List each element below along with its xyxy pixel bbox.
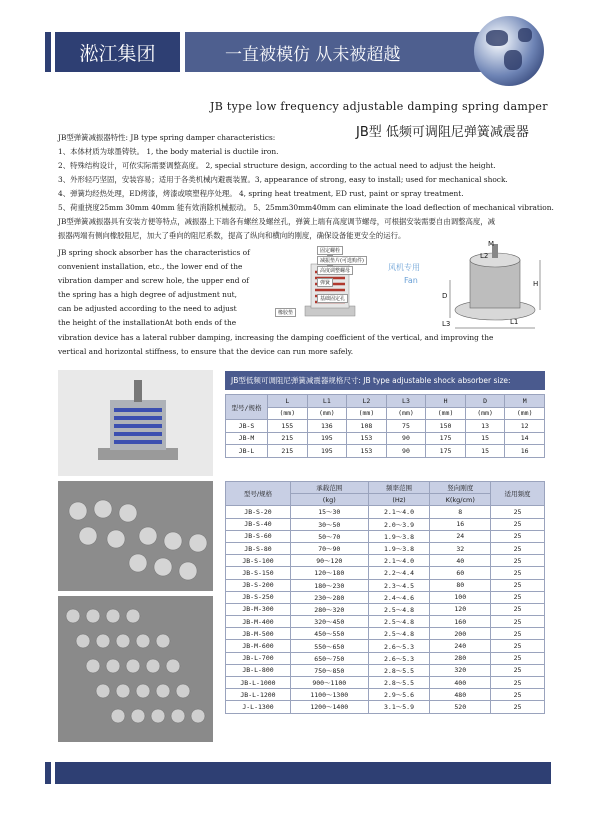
table-cell: JB-S-150 <box>226 567 291 579</box>
table-cell: 25 <box>491 518 545 530</box>
table-cell: 2.0～3.9 <box>368 518 430 530</box>
desc-line: 3、外形轻巧坚固，安装容易；适用于各类机械内避震装置。3, appearance of strong, easy to install; used for mechanical shock. <box>58 175 508 184</box>
page-title-en: JB type low frequency adjustable damping spring damper <box>210 100 548 113</box>
table-cell: JB-M-500 <box>226 628 291 640</box>
table-cell: 70～90 <box>291 542 369 554</box>
table-cell: JB-M-600 <box>226 640 291 652</box>
table-row <box>226 677 545 689</box>
table-cell: 32 <box>430 542 491 554</box>
table-cell: 25 <box>491 591 545 603</box>
callout-label: 固定螺栓 <box>317 246 343 255</box>
table-cell: 14 <box>505 432 545 445</box>
table-cell: 25 <box>491 542 545 554</box>
table-cell: 2.1～4.0 <box>368 555 430 567</box>
callout-label: 减振垫片(可选购件) <box>317 256 367 265</box>
table-cell: 100 <box>430 591 491 603</box>
table-cell: 25 <box>491 689 545 701</box>
table-row <box>226 579 545 591</box>
table-header-cell: L <box>268 395 308 408</box>
desc-line: 5、荷重挠度25mm 30mm 40mm 能有效消除机械振动。 5、25mm30mm40mm can eliminate the load deflection of mechanical vibration. <box>58 203 554 212</box>
table-cell: 3.1～5.9 <box>368 701 430 713</box>
table-cell: 50～70 <box>291 530 369 542</box>
table-unit-cell: (mm) <box>505 407 545 420</box>
table-header-row <box>226 395 545 408</box>
table-cell: 12 <box>505 420 545 433</box>
table-cell: 25 <box>491 579 545 591</box>
table-cell: 16 <box>505 445 545 458</box>
table-unit-cell: (mm) <box>268 407 308 420</box>
table-row <box>226 432 545 445</box>
table-cell: JB-L <box>226 445 268 458</box>
table-cell: 25 <box>491 616 545 628</box>
table-unit-cell: (Hz) <box>368 494 430 506</box>
table-header-cell: 适用频度 <box>491 482 545 506</box>
table-cell: JB-S-40 <box>226 518 291 530</box>
globe-icon <box>474 16 544 86</box>
load-table <box>225 481 545 714</box>
table-cell: JB-S-200 <box>226 579 291 591</box>
table-cell: 450～550 <box>291 628 369 640</box>
desc-en-line: JB spring shock absorber has the characteristics of <box>58 248 250 257</box>
table-cell: 900～1100 <box>291 677 369 689</box>
desc-en-line: can be adjusted according to the need to adjust <box>58 304 237 313</box>
table-cell: 2.2～4.4 <box>368 567 430 579</box>
table-cell: 180～230 <box>291 579 369 591</box>
table-cell: JB-S <box>226 420 268 433</box>
table-cell: 25 <box>491 603 545 615</box>
page-title-cn: JB型 低频可调阻尼弹簧减震器 <box>356 125 529 140</box>
table-cell: 195 <box>307 432 347 445</box>
table-cell: 195 <box>307 445 347 458</box>
table-header-cell: L3 <box>386 395 426 408</box>
table-unit-cell: (kg) <box>291 494 369 506</box>
table-cell: 15 <box>465 445 505 458</box>
table-unit-row <box>226 407 545 420</box>
table-cell: 2.9～5.6 <box>368 689 430 701</box>
table-row <box>226 420 545 433</box>
table-cell: 120～180 <box>291 567 369 579</box>
table-cell: 24 <box>430 530 491 542</box>
table-cell: 25 <box>491 652 545 664</box>
dim-label: H <box>533 280 539 288</box>
table-cell: 280～320 <box>291 603 369 615</box>
table-cell: JB-S-250 <box>226 591 291 603</box>
table-cell: 175 <box>426 445 466 458</box>
callout-label: 橡胶垫 <box>275 308 296 317</box>
table-cell: 480 <box>430 689 491 701</box>
dimension-drawing <box>440 240 545 332</box>
table-cell: 75 <box>386 420 426 433</box>
table-cell: 400 <box>430 677 491 689</box>
warehouse-photo <box>58 596 213 742</box>
table-cell: 30～50 <box>291 518 369 530</box>
table-cell: 25 <box>491 701 545 713</box>
table-header-cell: D <box>465 395 505 408</box>
table-row <box>226 652 545 664</box>
table-row <box>226 628 545 640</box>
table-cell: 108 <box>347 420 387 433</box>
desc-en-line: the spring has a high degree of adjustment nut, <box>58 290 237 299</box>
table-row <box>226 567 545 579</box>
table-row <box>226 664 545 676</box>
table-cell: 2.5～4.8 <box>368 616 430 628</box>
desc-en-line: convenient installation, etc., the lower end of the <box>58 262 243 271</box>
table-cell: JB-L-700 <box>226 652 291 664</box>
table-row <box>226 640 545 652</box>
table-cell: 240 <box>430 640 491 652</box>
table-cell: 8 <box>430 506 491 518</box>
table-cell: 136 <box>307 420 347 433</box>
table-cell: 25 <box>491 555 545 567</box>
desc-line: JB型弹簧减振器具有安装方便等特点，减振器上下端各有螺丝及螺丝孔，弹簧上端有高度调节螺母，可根据安装需要自由调整高度，减 <box>58 217 496 226</box>
table-header-cell: 承载范围 <box>291 482 369 494</box>
table-cell: 320 <box>430 664 491 676</box>
table-cell: 2.8～5.5 <box>368 664 430 676</box>
table-cell: 2.4～4.6 <box>368 591 430 603</box>
table-cell: 90～120 <box>291 555 369 567</box>
table-cell: 16 <box>430 518 491 530</box>
table-cell: 230～280 <box>291 591 369 603</box>
desc-en-line: vibration damper and screw hole, the upper end of <box>58 276 249 285</box>
table-cell: 25 <box>491 640 545 652</box>
dim-label: D <box>442 292 448 300</box>
table-unit-cell: (mm) <box>386 407 426 420</box>
table-cell: 2.5～4.8 <box>368 628 430 640</box>
company-name: 淞江集团 <box>79 42 156 65</box>
cutaway-diagram <box>275 244 385 328</box>
table-cell: 1.9～3.8 <box>368 530 430 542</box>
table-cell: 2.5～4.8 <box>368 603 430 615</box>
table-row <box>226 518 545 530</box>
callout-label: 高度调整螺母 <box>317 266 353 275</box>
table-row <box>226 542 545 554</box>
table-cell: JB-S-80 <box>226 542 291 554</box>
table-cell: 1200～1400 <box>291 701 369 713</box>
table-cell: JB-M-400 <box>226 616 291 628</box>
table-cell: 15～30 <box>291 506 369 518</box>
table-cell: 153 <box>347 445 387 458</box>
table-cell: 280 <box>430 652 491 664</box>
table-row <box>226 616 545 628</box>
table-cell: 120 <box>430 603 491 615</box>
table-cell: 153 <box>347 432 387 445</box>
table-cell: 90 <box>386 432 426 445</box>
table-header-cell: 型号/规格 <box>226 482 291 506</box>
footer-accent <box>45 762 51 784</box>
table-cell: 1.9～3.8 <box>368 542 430 554</box>
table-header-cell: H <box>426 395 466 408</box>
desc-en-line: the height of the installationAt both ends of the <box>58 318 237 327</box>
product-photo <box>58 370 213 476</box>
table-cell: 40 <box>430 555 491 567</box>
table-row <box>226 506 545 518</box>
table-cell: 2.1～4.0 <box>368 506 430 518</box>
table-header-cell: 频率范围 <box>368 482 430 494</box>
table-cell: JB-S-20 <box>226 506 291 518</box>
table-cell: 650～750 <box>291 652 369 664</box>
table-cell: 520 <box>430 701 491 713</box>
table-cell: 200 <box>430 628 491 640</box>
table-unit-cell: (mm) <box>465 407 505 420</box>
table-cell: 90 <box>386 445 426 458</box>
desc-line: 2、特殊结构设计，可依实际需要调整高度。 2, special structure design, according to the actual need to adjust the height. <box>58 161 496 170</box>
dim-label: L2 <box>480 252 489 260</box>
table-cell: 2.3～4.5 <box>368 579 430 591</box>
table-cell: 2.8～5.5 <box>368 677 430 689</box>
table-cell: 215 <box>268 432 308 445</box>
table-cell: 750～850 <box>291 664 369 676</box>
table-cell: 15 <box>465 432 505 445</box>
header-accent <box>45 32 51 72</box>
table-cell: 2.6～5.3 <box>368 652 430 664</box>
load-table-body <box>226 506 545 713</box>
table-cell: 2.6～5.3 <box>368 640 430 652</box>
slogan-banner <box>185 32 485 72</box>
table-cell: 320～450 <box>291 616 369 628</box>
table-cell: 25 <box>491 506 545 518</box>
table-header-row <box>226 482 545 494</box>
desc-line: 振器两端有侧向橡胶阻尼，加大了垂向的阻尼系数，提高了纵向和横向的刚度，确保设备能更安全的运行。 <box>58 231 406 240</box>
table-cell: JB-M <box>226 432 268 445</box>
table-row <box>226 603 545 615</box>
dim-label: M <box>488 240 495 248</box>
table-row <box>226 445 545 458</box>
table-cell: JB-S-60 <box>226 530 291 542</box>
desc-line: JB型弹簧减振器特性: JB type spring damper characteristics: <box>58 133 276 142</box>
table-cell: 25 <box>491 677 545 689</box>
table-cell: J-L-1300 <box>226 701 291 713</box>
table-unit-cell: (mm) <box>307 407 347 420</box>
table-unit-cell: (mm) <box>347 407 387 420</box>
table-cell: 175 <box>426 432 466 445</box>
table-row <box>226 591 545 603</box>
desc-en-line: vibration device has a lateral rubber damping, increasing the damping coefficient of the vertical, and improving the <box>58 333 494 342</box>
table-cell: 150 <box>426 420 466 433</box>
table-cell: JB-L-1000 <box>226 677 291 689</box>
dim-label: L1 <box>510 318 519 326</box>
table-header-cell: 竖向刚度 <box>430 482 491 494</box>
fan-label-cn: 风机专用 <box>388 263 420 272</box>
table-cell: 25 <box>491 530 545 542</box>
table-cell: JB-L-800 <box>226 664 291 676</box>
table-cell: 60 <box>430 567 491 579</box>
table-cell: 155 <box>268 420 308 433</box>
dim-label: L3 <box>442 320 451 328</box>
table-unit-cell: K(kg/cm) <box>430 494 491 506</box>
table-cell: 215 <box>268 445 308 458</box>
fan-label-en: Fan <box>404 276 418 285</box>
desc-line: 1、本体材质为球墨铸铁。 1, the body material is ductile iron. <box>58 147 279 156</box>
table-cell: JB-S-100 <box>226 555 291 567</box>
table-cell: JB-M-300 <box>226 603 291 615</box>
table-cell: 13 <box>465 420 505 433</box>
table-cell: 25 <box>491 628 545 640</box>
table-row <box>226 530 545 542</box>
slogan-text: 一直被模仿 从未被超越 <box>225 44 401 65</box>
desc-line: 4、弹簧均经热处理，ED烤漆，烤漆或喷塑程序处理。 4, spring heat treatment, ED rust, paint or spray treatment. <box>58 189 464 198</box>
spec-table-title: JB型低频可调阻尼弹簧减震器规格尺寸: JB type adjustable shock absorber size: <box>225 371 545 390</box>
table-header-cell: L2 <box>347 395 387 408</box>
dimension-table <box>225 394 545 458</box>
table-cell: JB-L-1200 <box>226 689 291 701</box>
table-cell: 550～650 <box>291 640 369 652</box>
table-header-cell: L1 <box>307 395 347 408</box>
warehouse-photo <box>58 481 213 591</box>
callout-label: 基础固定孔 <box>317 294 348 303</box>
company-logo <box>55 32 180 72</box>
dimension-table-body <box>226 420 545 458</box>
table-cell: 25 <box>491 567 545 579</box>
table-row <box>226 555 545 567</box>
table-cell: 25 <box>491 664 545 676</box>
table-unit-cell: (mm) <box>426 407 466 420</box>
callout-label: 弹簧 <box>317 278 333 287</box>
table-header-cell: M <box>505 395 545 408</box>
table-cell: 1100～1300 <box>291 689 369 701</box>
desc-en-line: vertical and horizontal stiffness, to ensure that the device can run more safely. <box>58 347 354 356</box>
table-row <box>226 701 545 713</box>
footer-bar <box>55 762 551 784</box>
table-cell: 80 <box>430 579 491 591</box>
table-row <box>226 689 545 701</box>
table-header-cell: 型号/规格 <box>226 395 268 420</box>
table-cell: 160 <box>430 616 491 628</box>
